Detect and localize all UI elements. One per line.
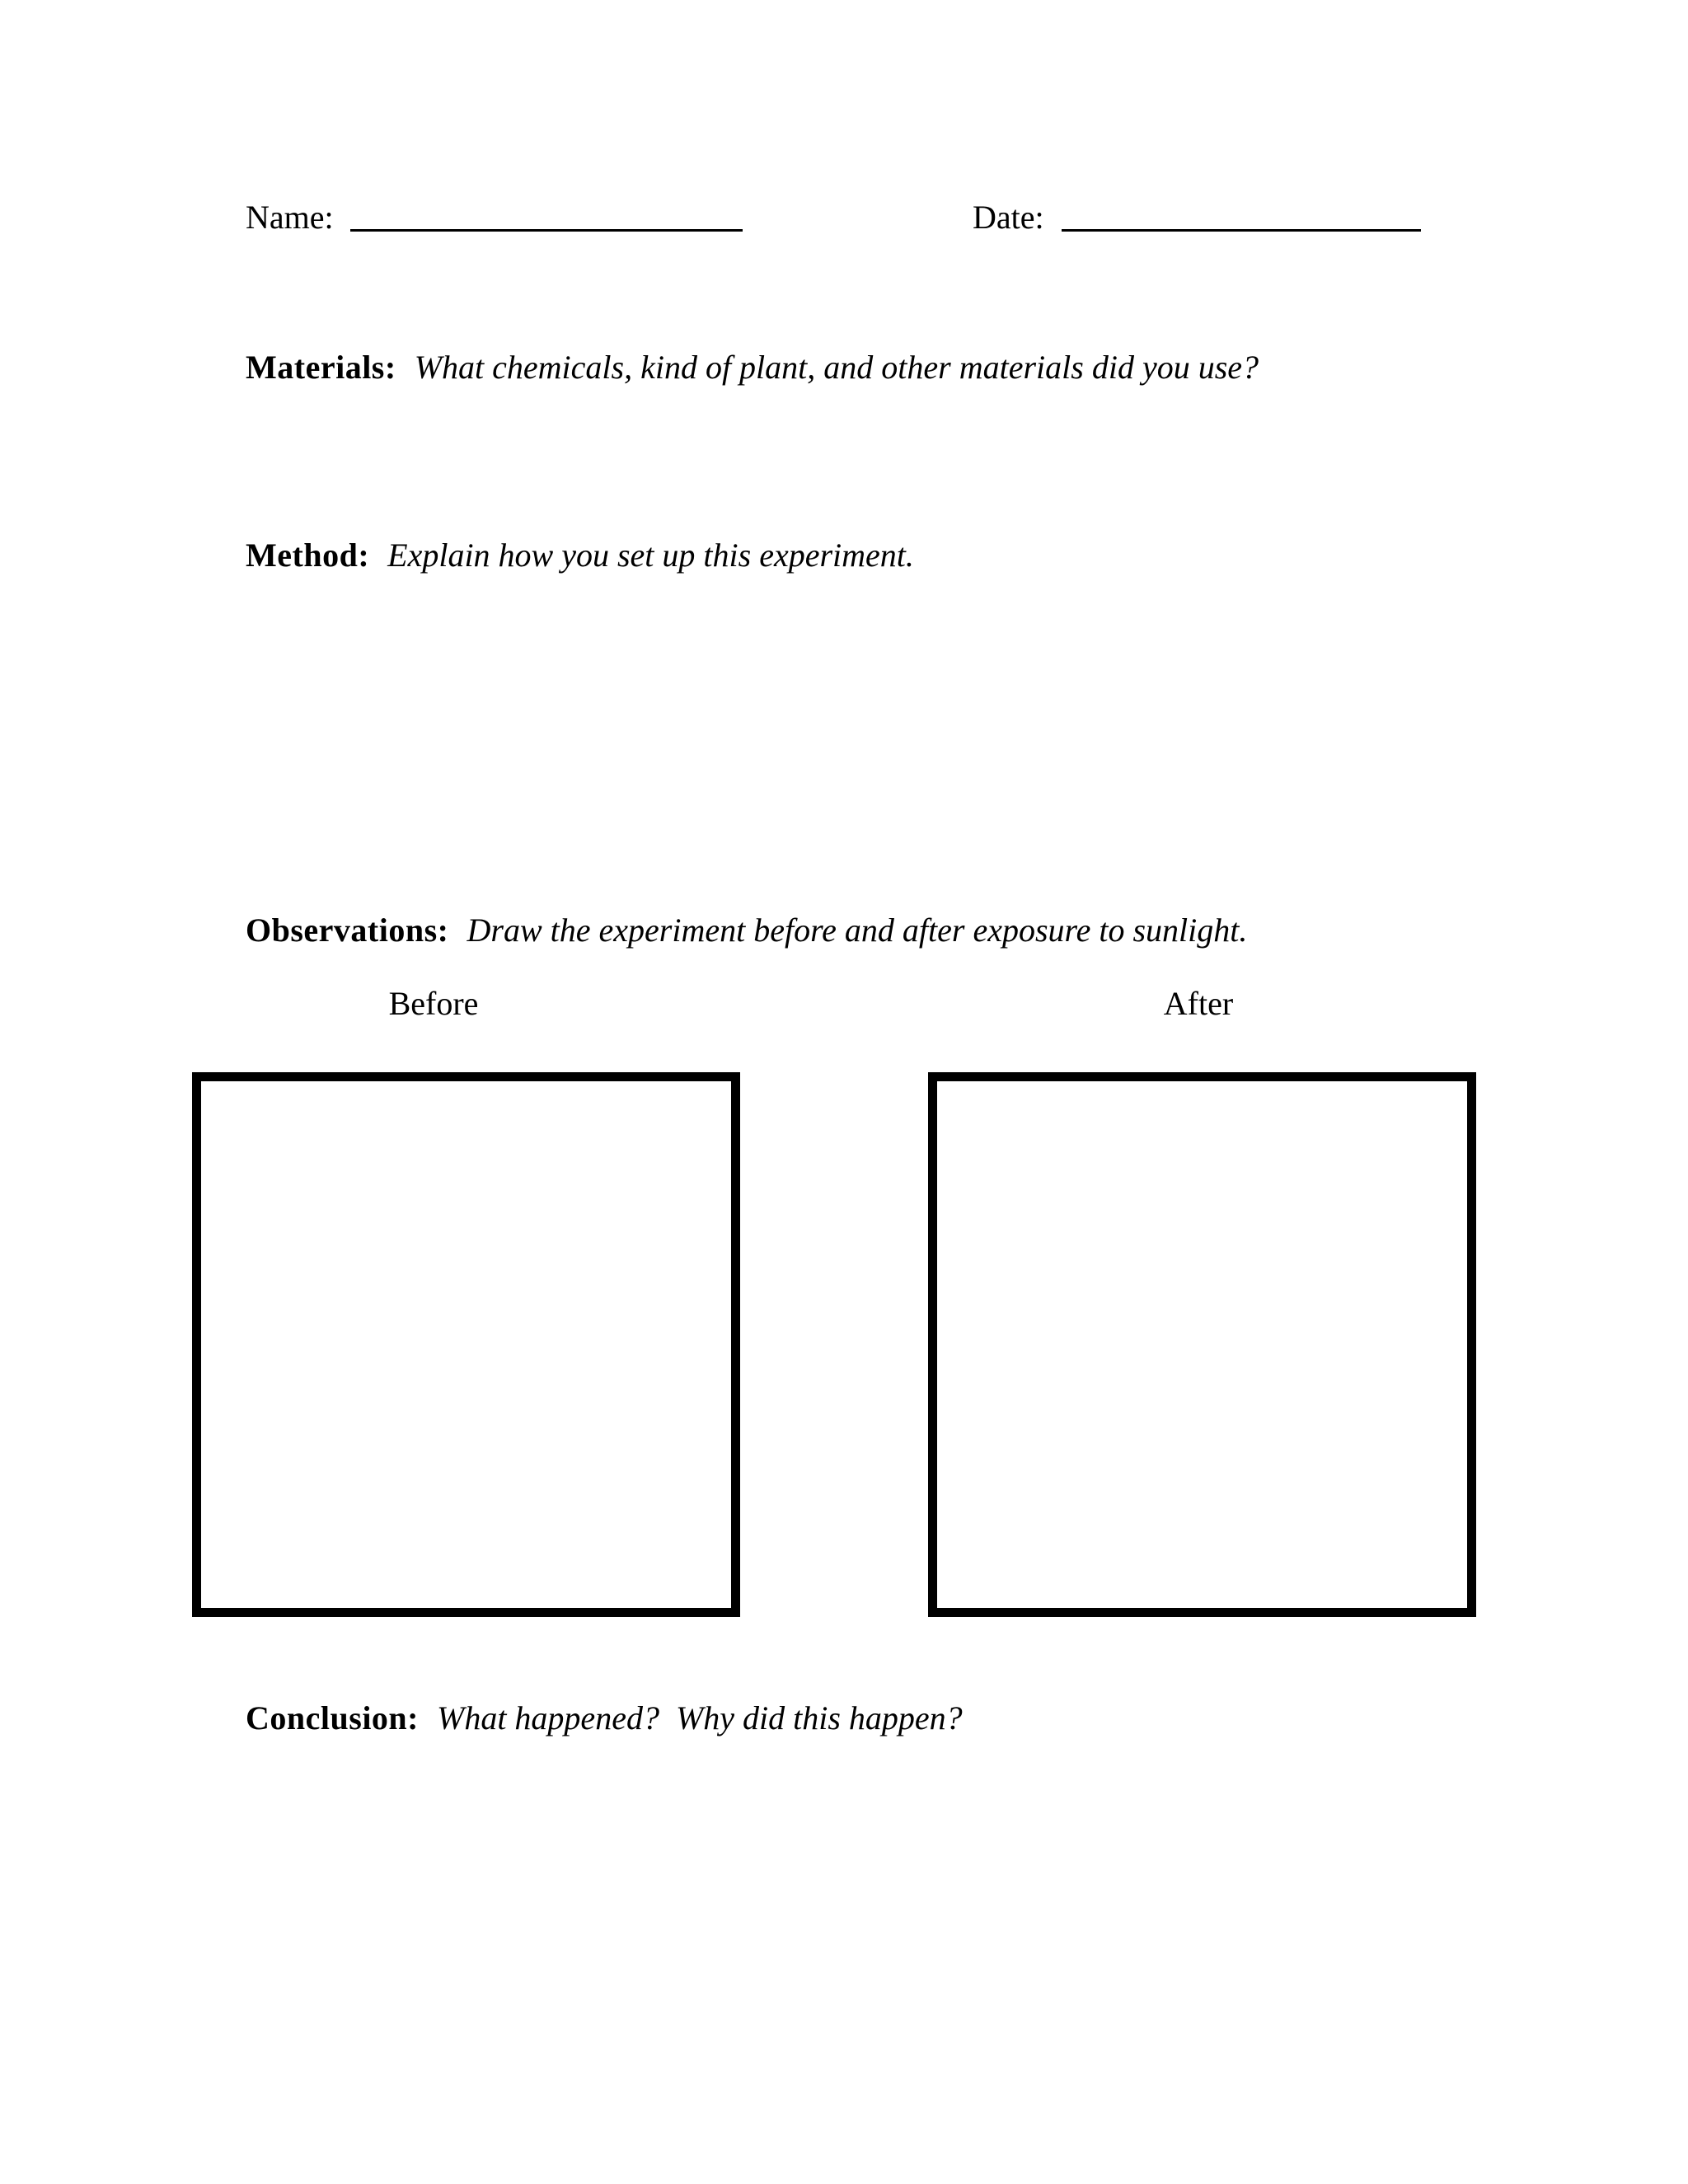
before-drawing-box[interactable] <box>192 1072 740 1617</box>
observations-heading: Observations: <box>246 912 449 949</box>
materials-section <box>246 351 1259 384</box>
observations-prompt: Draw the experiment before and after exposure to sunlight. <box>467 912 1248 949</box>
before-label: Before <box>388 985 479 1022</box>
date-label: Date: <box>973 199 1044 236</box>
date-field[interactable] <box>1062 229 1421 232</box>
conclusion-heading: Conclusion: <box>246 1699 419 1736</box>
conclusion-section <box>246 1699 963 1736</box>
after-drawing-box[interactable] <box>928 1072 1476 1617</box>
materials-heading: Materials: <box>246 349 396 386</box>
name-label: Name: <box>246 199 334 236</box>
observations-section <box>246 914 1247 947</box>
materials-prompt: What chemicals, kind of plant, and other materials did you use? <box>414 349 1259 386</box>
after-label: After <box>1163 985 1234 1022</box>
method-heading: Method: <box>246 537 370 574</box>
conclusion-prompt: What happened? Why did this happen? <box>437 1699 963 1736</box>
method-section <box>246 539 914 572</box>
name-field[interactable] <box>350 229 743 232</box>
method-prompt: Explain how you set up this experiment. <box>387 537 914 574</box>
